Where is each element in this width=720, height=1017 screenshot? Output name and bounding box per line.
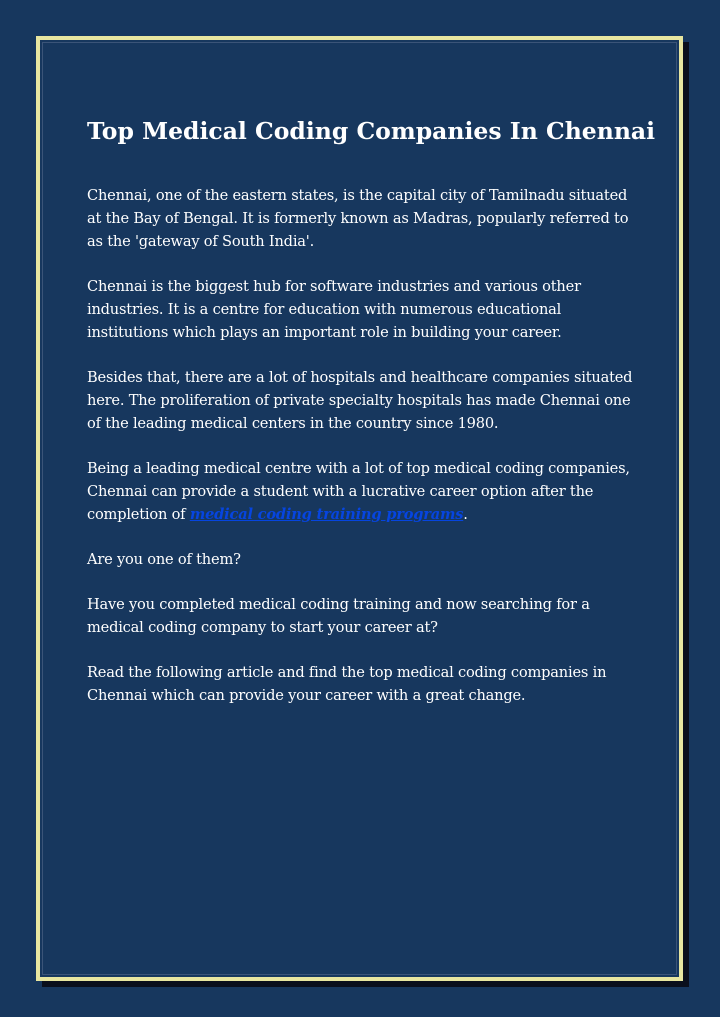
paragraph-hospitals: Besides that, there are a lot of hospitals and healthcare companies situated here. The proliferation of private specialty hospitals has made Chennai one of the leading medical centers in the country since 1980. <box>87 369 633 432</box>
paragraph-career-option <box>87 457 635 526</box>
paragraph-read-article: Read the following article and find the top medical coding companies in Chennai which can provide your career with a great change. <box>87 664 607 704</box>
page-title: Top Medical Coding Companies In Chennai <box>87 117 656 145</box>
page-frame <box>36 36 683 981</box>
document-body <box>87 116 656 729</box>
paragraph-intro: Chennai, one of the eastern states, is the capital city of Tamilnadu situated at the Bay of Bengal. It is formerly known as Madras, popularly referred to as the 'gateway of South India'. <box>87 187 629 250</box>
medical-coding-training-link[interactable]: medical coding training programs <box>189 506 464 523</box>
paragraph-hub: Chennai is the biggest hub for software industries and various other industries. It is a centre for education with numerous educational institutions which plays an important role in building your career. <box>87 278 581 341</box>
paragraph-career-option-end: . <box>463 506 468 523</box>
paragraph-completed-training: Have you completed medical coding training and now searching for a medical coding company to start your career at? <box>87 596 590 636</box>
paragraph-career-option-text: Being a leading medical centre with a lot of top medical coding companies, Chennai can provide a student with a lucrative career option after the completion of <box>87 460 630 523</box>
paragraph-question: Are you one of them? <box>87 551 241 568</box>
